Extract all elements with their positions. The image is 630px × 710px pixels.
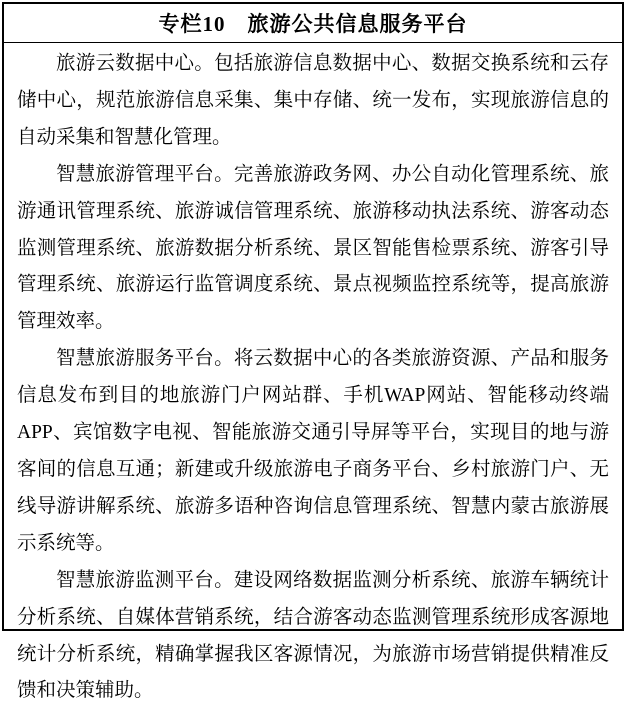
paragraph-service-platform: 智慧旅游服务平台。将云数据中心的各类旅游资源、产品和服务信息发布到目的地旅游门户网站群、手机WAP网站、智能移动终端APP、宾馆数字电视、智能旅游交通引导屏等平台，实现目的地与游客间的信息互通；新建或升级旅游电子商务平台、乡村旅游门户、无线导游讲解系统、旅游多语种咨询信息管理系统、智慧内蒙古旅游展示系统等。 xyxy=(17,348,609,554)
column-header xyxy=(4,4,622,43)
paragraph-cloud-data-center: 旅游云数据中心。包括旅游信息数据中心、数据交换系统和云存储中心，规范旅游信息采集、集中存储、统一发布，实现旅游信息的自动采集和智慧化管理。 xyxy=(17,53,609,148)
paragraph-management-platform: 智慧旅游管理平台。完善旅游政务网、办公自动化管理系统、旅游通讯管理系统、旅游诚信管理系统、旅游移动执法系统、游客动态监测管理系统、旅游数据分析系统、景区智能售检票系统、游客引导管理系统、旅游运行监管调度系统、景点视频监控系统等，提高旅游管理效率。 xyxy=(17,163,609,333)
column-title: 专栏10 旅游公共信息服务平台 xyxy=(158,12,468,36)
column-box xyxy=(2,2,624,702)
paragraph-monitoring-platform: 智慧旅游监测平台。建设网络数据监测分析系统、旅游车辆统计分析系统、自媒体营销系统，结合游客动态监测管理系统形成客源地统计分析系统，精确掌握我区客源情况，为旅游市场营销提供精准反馈和决策辅助。 xyxy=(17,569,609,702)
column-body xyxy=(4,43,622,710)
